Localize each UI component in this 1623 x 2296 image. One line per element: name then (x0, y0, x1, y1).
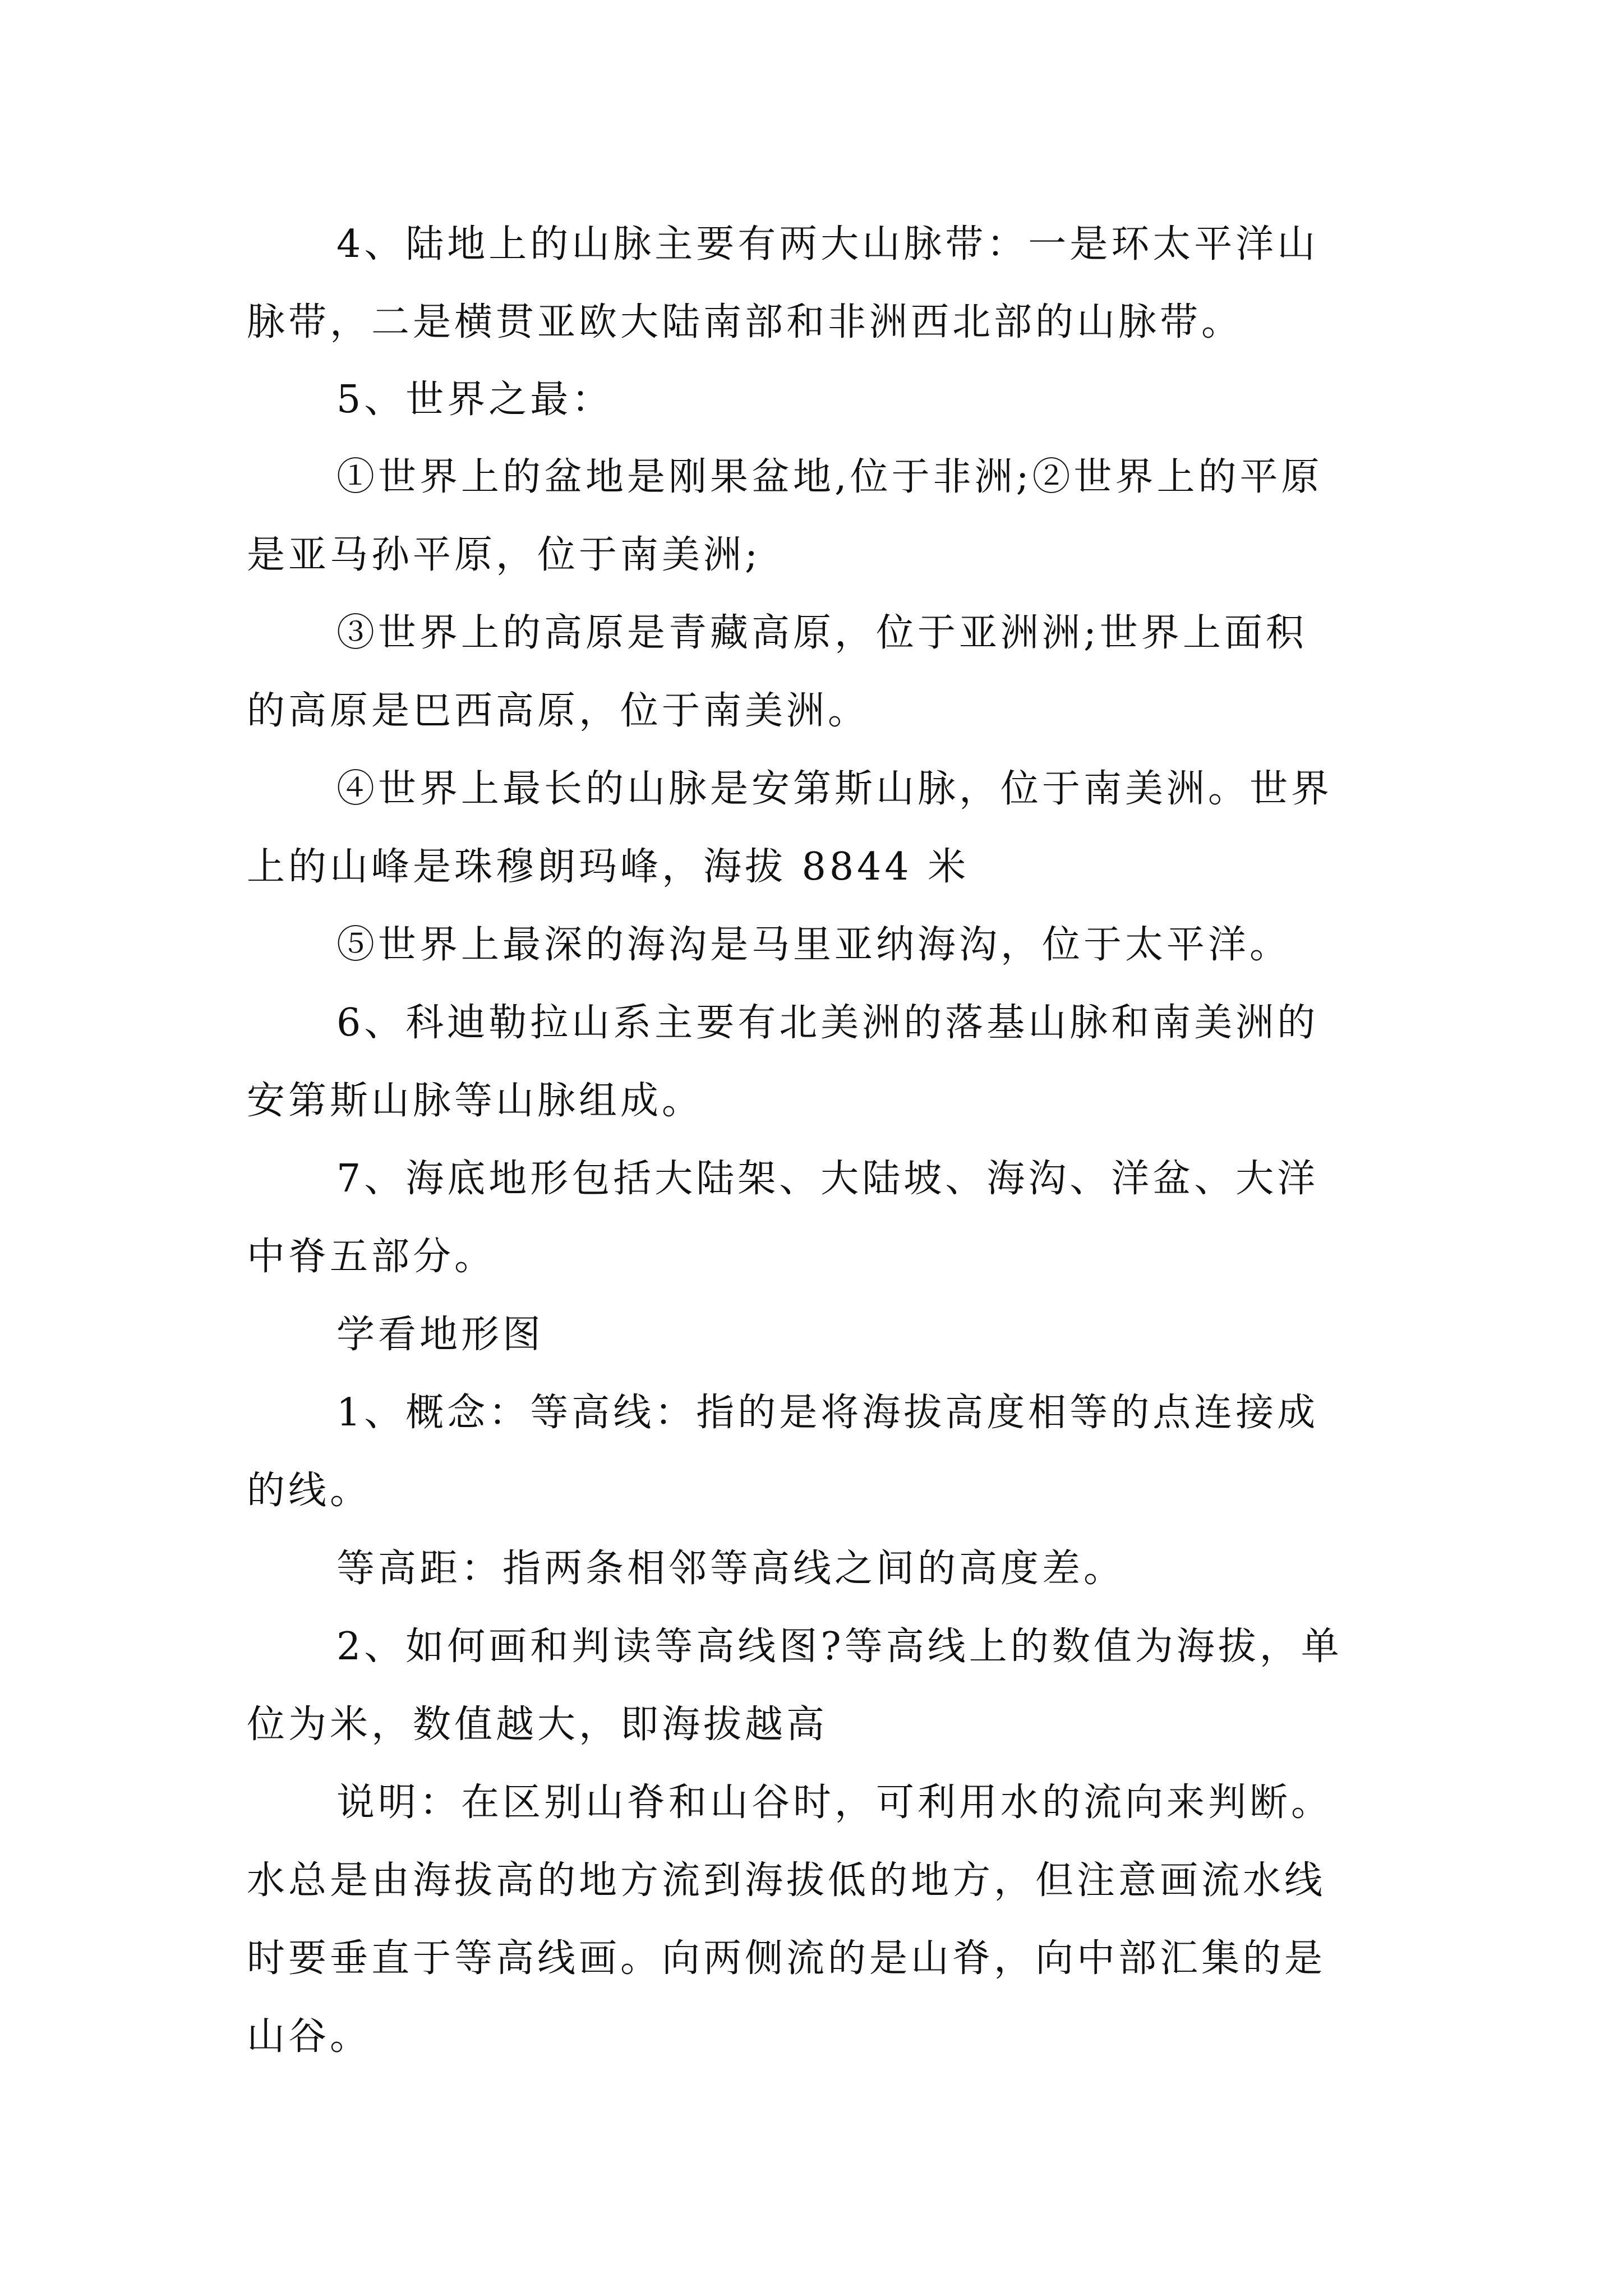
paragraph-4-line-2: 脉带，二是横贯亚欧大陆南部和非洲西北部的山脉带。 (247, 300, 1243, 344)
paragraph-7-line-1: 7、海底地形包括大陆架、大陆坡、海沟、洋盆、大洋 (336, 1157, 1319, 1201)
item-3-line-1: ③世界上的高原是青藏高原，位于亚洲洲;世界上面积 (336, 611, 1307, 655)
note-line-1: 说明：在区别山脊和山谷时，可利用水的流向来判断。 (336, 1780, 1333, 1825)
item-1-line-1: ①世界上的盆地是刚果盆地,位于非洲;②世界上的平原 (336, 455, 1323, 499)
paragraph-6-line-2: 安第斯山脉等山脉组成。 (247, 1079, 704, 1123)
contour-interval-line: 等高距：指两条相邻等高线之间的高度差。 (336, 1547, 1126, 1591)
paragraph-4-line-1: 4、陆地上的山脉主要有两大山脉带：一是环太平洋山 (336, 222, 1319, 266)
paragraph-6-line-1: 6、科迪勒拉山系主要有北美洲的落基山脉和南美洲的 (336, 1001, 1319, 1045)
note-line-4: 山谷。 (247, 2014, 372, 2059)
note-line-3: 时要垂直于等高线画。向两侧流的是山脊，向中部汇集的是 (247, 1936, 1326, 1981)
section-heading: 学看地形图 (336, 1313, 545, 1357)
paragraph-7-line-2: 中脊五部分。 (247, 1235, 496, 1279)
item-5-line-1: ⑤世界上最深的海沟是马里亚纳海沟，位于太平洋。 (336, 923, 1292, 967)
paragraph-5-heading: 5、世界之最： (336, 378, 614, 422)
note-line-2: 水总是由海拔高的地方流到海拔低的地方，但注意画流水线 (247, 1858, 1326, 1903)
paragraph-2-line-1: 2、如何画和判读等高线图?等高线上的数值为海拔，单 (336, 1625, 1343, 1669)
concept-line-1: 1、概念：等高线：指的是将海拔高度相等的点连接成 (336, 1391, 1319, 1435)
item-3-line-2: 的高原是巴西高原，位于南美洲。 (247, 689, 870, 733)
item-1-line-2: 是亚马孙平原，位于南美洲; (247, 533, 761, 577)
item-4-line-2: 上的山峰是珠穆朗玛峰，海拔 8844 米 (247, 845, 970, 889)
paragraph-2-line-2: 位为米，数值越大，即海拔越高 (247, 1703, 828, 1747)
concept-line-2: 的线。 (247, 1469, 372, 1513)
item-4-line-1: ④世界上最长的山脉是安第斯山脉，位于南美洲。世界 (336, 767, 1333, 811)
